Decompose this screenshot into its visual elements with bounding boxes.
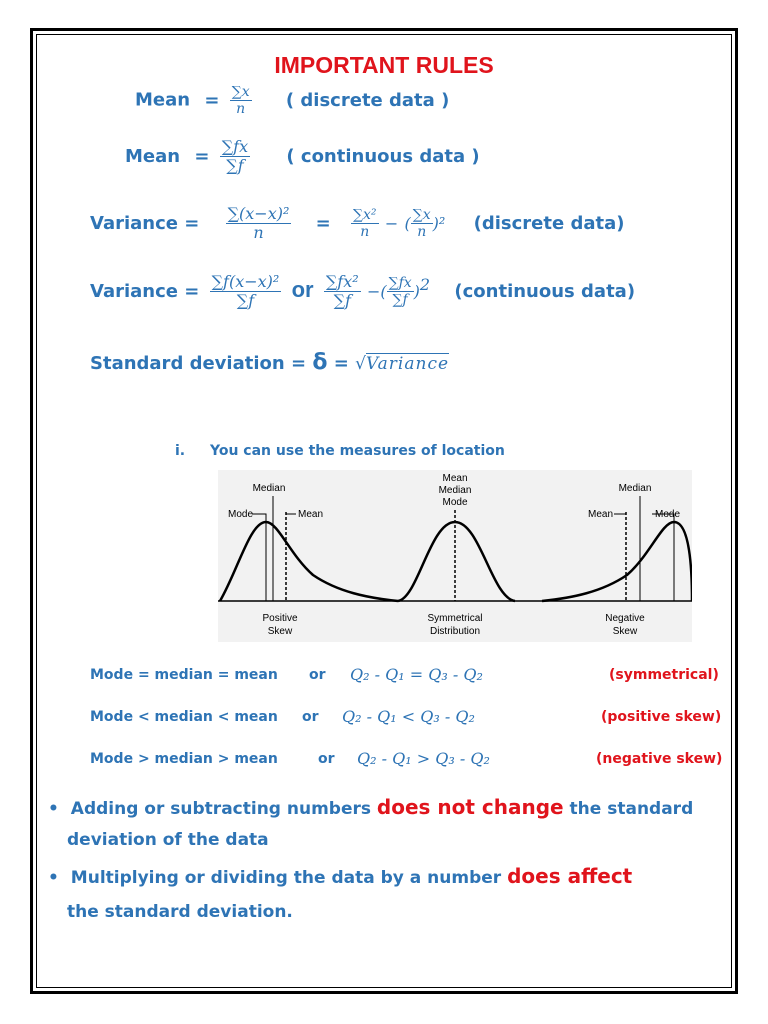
numerator: ∑x xyxy=(231,84,250,100)
page-title: IMPORTANT RULES xyxy=(274,52,494,78)
relation-negative-tag: (negative skew) xyxy=(596,751,723,767)
skew-diagram xyxy=(218,470,692,642)
radicand: Variance xyxy=(365,354,450,374)
minus-sign: − xyxy=(366,281,381,301)
mean-continuous-formula xyxy=(125,138,480,176)
positive-mode-label: Mode xyxy=(228,509,254,520)
relation-symmetrical-tag: (symmetrical) xyxy=(609,667,719,683)
minus-sign: − xyxy=(384,213,399,233)
numerator: ∑fx xyxy=(388,275,412,292)
bullet-dot-icon: • xyxy=(48,799,59,819)
relation-positive-left: Mode < median < mean xyxy=(90,709,278,725)
denominator: n xyxy=(360,224,370,241)
relation-positive-expr: Q₂ - Q₁ < Q₃ - Q₂ xyxy=(342,707,475,726)
denominator: ∑f xyxy=(236,291,255,311)
close-paren-squared: )² xyxy=(432,213,446,233)
equals-sign: = xyxy=(333,353,349,374)
relation-symmetrical-left: Mode = median = mean xyxy=(90,667,278,683)
mean-discrete-formula xyxy=(135,84,449,117)
exponent: 2 xyxy=(419,274,431,294)
bullet-multiplying xyxy=(48,864,632,888)
numerator: ∑f(x−x)² xyxy=(211,272,280,291)
equals-sign: = xyxy=(204,89,220,111)
denominator: n xyxy=(417,224,427,241)
positive-mean-label: Mean xyxy=(298,509,324,520)
relation-negative-expr: Q₂ - Q₁ > Q₃ - Q₂ xyxy=(357,749,490,768)
discrete-note: (discrete data) xyxy=(473,212,625,234)
bullet-adding-line2: deviation of the data xyxy=(67,830,269,850)
bullet-multiplying-line2: the standard deviation. xyxy=(67,902,293,922)
positive-median-label: Median xyxy=(252,483,286,494)
bullet-emphasis: does not change xyxy=(376,795,564,819)
numerator: ∑fx² xyxy=(325,272,359,291)
denominator: ∑f xyxy=(333,291,351,311)
symmetrical-mean-label: Mean xyxy=(442,473,468,484)
mean-continuous-fraction xyxy=(220,138,250,176)
or-word: or xyxy=(291,276,314,302)
sum-x-fraction xyxy=(411,207,433,240)
open-paren: ( xyxy=(404,213,411,233)
open-paren: ( xyxy=(380,281,387,301)
denominator: n xyxy=(236,101,246,118)
negative-caption-1: Negative xyxy=(605,613,645,624)
negative-median-label: Median xyxy=(618,483,652,494)
sd-label: Standard deviation = xyxy=(90,353,307,374)
sigma-symbol: δ xyxy=(312,350,328,375)
bullet-text-pre: Multiplying or dividing the data by a number xyxy=(70,868,508,888)
positive-caption-2: Skew xyxy=(267,626,293,637)
variance-discrete-formula xyxy=(90,205,624,243)
symmetrical-caption-1: Symmetrical xyxy=(427,613,483,624)
equals-sign: = xyxy=(315,212,331,234)
location-heading xyxy=(175,443,505,459)
mean-label: Mean xyxy=(135,89,191,111)
negative-caption-2: Skew xyxy=(612,626,638,637)
continuous-note: (continuous data) xyxy=(454,280,636,302)
continuous-note: ( continuous data ) xyxy=(286,145,480,167)
relation-negative-or: or xyxy=(318,751,335,767)
sum-fx-fraction xyxy=(387,275,414,308)
negative-mean-label: Mean xyxy=(588,509,614,520)
numerator: ∑(x−x)² xyxy=(227,204,290,223)
denominator: ∑f xyxy=(392,292,408,309)
radical-sign: √ xyxy=(355,354,366,374)
relation-symmetrical-or: or xyxy=(309,667,326,683)
numerator: ∑x² xyxy=(353,207,377,224)
variance-label: Variance = xyxy=(90,212,200,234)
numerator: ∑fx xyxy=(221,137,249,156)
discrete-note: ( discrete data ) xyxy=(285,89,450,111)
equals-sign: = xyxy=(194,145,210,167)
variance-continuous-formula xyxy=(90,273,635,311)
relation-symmetrical-expr: Q₂ - Q₁ = Q₃ - Q₂ xyxy=(350,665,483,684)
variance-label: Variance = xyxy=(90,280,200,302)
sum-fx2-fraction xyxy=(324,273,361,311)
list-marker: i. xyxy=(175,443,186,459)
denominator: ∑f xyxy=(226,156,244,176)
mean-discrete-fraction xyxy=(230,84,252,117)
close-paren: ) xyxy=(413,281,420,301)
mean-label: Mean xyxy=(125,145,181,167)
location-text: You can use the measures of location xyxy=(210,443,505,459)
relation-positive-or: or xyxy=(302,709,319,725)
variance-fraction xyxy=(210,273,282,311)
relation-negative-left: Mode > median > mean xyxy=(90,751,278,767)
negative-mode-label: Mode xyxy=(655,509,681,520)
standard-deviation-formula xyxy=(90,350,449,375)
bullet-text-post: the standard xyxy=(563,799,694,819)
bullet-dot-icon: • xyxy=(48,868,59,888)
bullet-emphasis: does affect xyxy=(507,864,633,888)
denominator: n xyxy=(253,223,264,243)
symmetrical-caption-2: Distribution xyxy=(429,626,481,637)
bullet-adding xyxy=(48,795,693,819)
bullet-text-pre: Adding or subtracting numbers xyxy=(70,799,377,819)
variance-fraction xyxy=(226,205,292,243)
sum-x2-fraction xyxy=(351,207,379,240)
relation-positive-tag: (positive skew) xyxy=(601,709,722,725)
numerator: ∑x xyxy=(412,207,431,224)
symmetrical-median-label: Median xyxy=(438,485,472,496)
positive-caption-1: Positive xyxy=(262,613,298,624)
symmetrical-mode-label: Mode xyxy=(442,497,468,508)
